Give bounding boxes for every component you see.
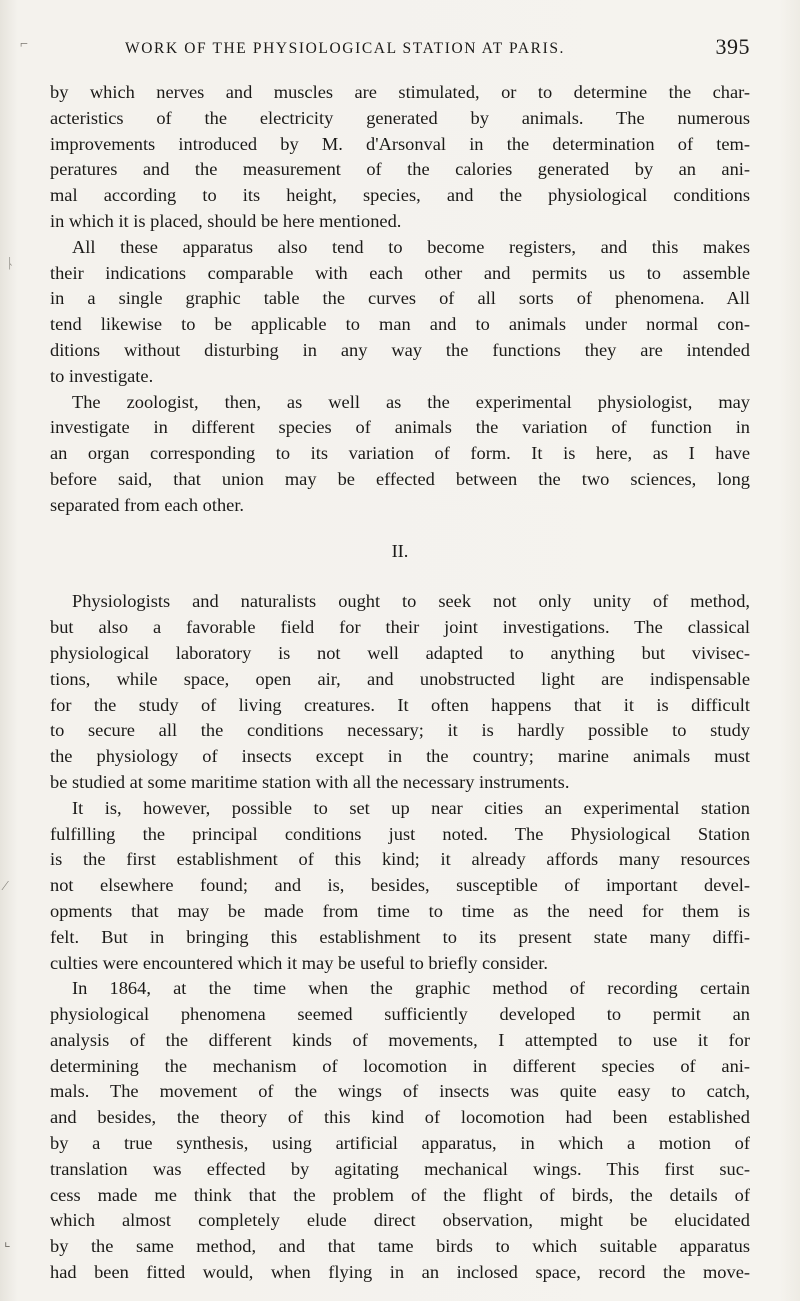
text-line: fulfilling the principal conditions just noted. The Physiological Station [50,823,750,844]
text-line: translation was effected by agitating mechanical wings. This first suc- [50,1158,750,1179]
text-line: by the same method, and that tame birds to which suitable apparatus [50,1236,750,1257]
page-header [50,34,750,66]
text-line: in which it is placed, should be here mentioned. [50,210,402,231]
text-line: to secure all the conditions necessary; it is hardly possible to study [50,720,750,741]
margin-mark-icon: ⁄ [4,879,7,894]
text-line: their indications comparable with each other and permits us to assemble [50,262,750,283]
text-line: physiological laboratory is not well adapted to anything but vivisec- [50,642,750,663]
text-line: tions, while space, open air, and unobstructed light are indispensable [50,668,750,689]
text-line: ditions without disturbing in any way the functions they are intended [50,339,750,360]
text-line: for the study of living creatures. It often happens that it is difficult [50,694,750,715]
page-number: 395 [715,34,750,59]
body-text [50,80,750,1286]
text-line: an organ corresponding to its variation of form. It is here, as I have [50,443,750,464]
text-line: investigate in different species of animals the variation of function in [50,417,750,438]
text-line: analysis of the different kinds of movements, I attempted to use it for [50,1029,750,1050]
text-line: peratures and the measurement of the calories generated by an ani- [50,159,750,180]
text-line: in a single graphic table the curves of all sorts of phenomena. All [50,288,750,309]
text-line: culties were encountered which it may be useful to briefly consider. [50,952,548,973]
text-line: Physiologists and naturalists ought to seek not only unity of method, [72,591,750,612]
text-block-part1 [50,80,750,519]
text-line: mal according to its height, species, and the physiological conditions [50,185,750,206]
text-line: be studied at some maritime station with all the necessary instruments. [50,771,570,792]
text-line: In 1864, at the time when the graphic method of recording certain [72,978,750,999]
text-line: determining the mechanism of locomotion in different species of ani- [50,1055,750,1076]
text-line: mals. The movement of the wings of insects was quite easy to catch, [50,1081,750,1102]
text-line: by which nerves and muscles are stimulated, or to determine the char- [50,82,750,102]
text-line: tend likewise to be applicable to man and to animals under normal con- [50,314,750,335]
margin-mark-icon: ⌞ [4,1235,11,1250]
text-line: by a true synthesis, using artificial apparatus, in which a motion of [50,1133,750,1154]
text-line: felt. But in bringing this establishment to its present state many diffi- [50,926,750,947]
text-line: is the first establishment of this kind; it already affords many resources [50,849,750,870]
text-line: All these apparatus also tend to become registers, and this makes [72,236,750,257]
text-line: to investigate. [50,365,154,386]
text-line: The zoologist, then, as well as the experimental physiologist, may [72,391,750,412]
text-line: which almost completely elude direct observation, might be elucidated [50,1210,750,1231]
text-line: physiological phenomena seemed sufficiently developed to permit an [50,1004,750,1025]
text-line: not elsewhere found; and is, besides, susceptible of important devel- [50,875,750,896]
text-line: acteristics of the electricity generated by animals. The numerous [50,107,750,128]
text-line: separated from each other. [50,494,245,515]
text-line: the physiology of insects except in the country; marine animals must [50,746,750,767]
text-line: It is, however, possible to set up near cities an experimental station [72,797,750,818]
text-line: and besides, the theory of this kind of locomotion had been established [50,1107,750,1128]
section-heading: II. [391,540,409,561]
text-line: but also a favorable field for their joint investigations. The classical [50,617,750,638]
text-line: improvements introduced by M. d'Arsonval in the determination of tem- [50,133,750,154]
running-head: WORK OF THE PHYSIOLOGICAL STATION AT PARIS. [125,40,566,57]
text-line: before said, that union may be effected between the two sciences, long [50,468,750,489]
text-line: cess made me think that the problem of the flight of birds, the details of [50,1184,750,1205]
text-block-part2 [50,589,750,1286]
margin-mark-icon: ⌐ [20,37,28,52]
text-line: had been fitted would, when flying in an inclosed space, record the move- [50,1262,750,1283]
margin-mark-icon: ᚿ [6,257,15,272]
text-line: opments that may be made from time to time as the need for them is [50,900,750,921]
